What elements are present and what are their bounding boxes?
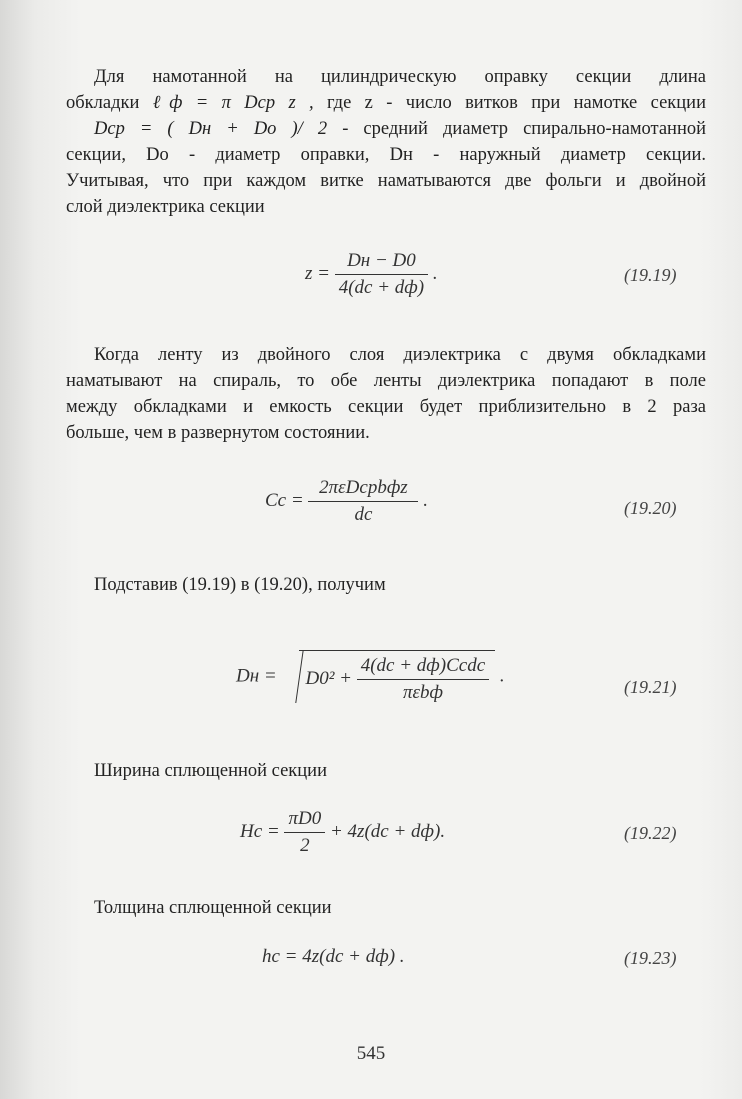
sqrt-term: D0² + <box>305 667 352 689</box>
equation-lhs: z = <box>305 262 330 284</box>
text-line: секции, Dо - диаметр оправки, Dн - наружный диаметр секции. <box>66 145 706 165</box>
fraction-denominator: 2 <box>300 835 310 856</box>
equation-number: (19.23) <box>624 948 677 968</box>
fraction-denominator: dс <box>354 504 373 525</box>
fraction <box>357 655 489 704</box>
text-line <box>66 116 706 142</box>
fraction <box>284 808 325 857</box>
equation-number: (19.19) <box>624 265 677 285</box>
square-root <box>299 650 495 704</box>
equation-19-19 <box>305 250 438 299</box>
inline-formula: ℓф = π Dср z , <box>152 93 314 113</box>
equation-lhs: Cс = <box>265 489 304 511</box>
fraction-numerator: Dн − D0 <box>335 250 428 275</box>
text-line: Для намотанной на цилиндрическую оправку секции длина <box>94 67 706 87</box>
fraction-numerator: πD0 <box>284 808 325 833</box>
paragraph-5 <box>66 895 706 921</box>
equation-tail: . <box>499 665 505 687</box>
text-line: Ширина сплющенной секции <box>94 761 327 781</box>
equation-19-23: hс = 4z(dс + dф) . <box>262 946 405 967</box>
equation-number: (19.22) <box>624 823 677 843</box>
equation-19-20 <box>265 477 428 526</box>
fraction-numerator: 2πεDсрbфz <box>308 477 418 502</box>
equation-number: (19.21) <box>624 677 677 697</box>
paragraph-1 <box>66 64 706 220</box>
equation-tail: . <box>432 262 438 284</box>
text-fragment: - средний диаметр спирально-намотанной <box>342 119 707 139</box>
fraction <box>308 477 418 526</box>
fraction-denominator: 4(dс + dф) <box>338 277 425 298</box>
inline-formula: Dср = ( Dн + Dо )/ 2 <box>94 119 328 139</box>
equation-number: (19.20) <box>624 498 677 518</box>
paragraph-4 <box>66 758 706 784</box>
text-line: между обкладками и емкость секции будет приблизительно в 2 раза <box>66 397 706 417</box>
text-fragment: где z - число витков при намотке секции <box>327 93 706 113</box>
paragraph-2 <box>66 342 706 446</box>
equation-19-21 <box>236 650 505 704</box>
fraction-denominator: πεbф <box>402 682 443 703</box>
text-line: больше, чем в развернутом состоянии. <box>66 423 370 443</box>
page-number: 545 <box>356 1043 386 1064</box>
text-line <box>66 90 706 116</box>
text-line: Подставив (19.19) в (19.20), получим <box>94 575 386 595</box>
paragraph-3 <box>66 572 706 598</box>
equation-rest: + 4z(dс + dф). <box>329 820 446 842</box>
text-line: Учитывая, что при каждом витке наматываются две фольги и двойной <box>66 171 706 191</box>
equation-lhs: Dн = <box>236 665 277 687</box>
text-line: наматывают на спираль, то обе ленты диэлектрика попадают в поле <box>66 371 706 391</box>
text-line: слой диэлектрика секции <box>66 197 265 217</box>
equation-lhs: Hс = <box>240 820 280 842</box>
text-line: Когда ленту из двойного слоя диэлектрика с двумя обкладками <box>94 345 706 365</box>
equation-19-22 <box>240 808 445 857</box>
text-fragment: обкладки <box>66 93 140 113</box>
fraction-numerator: 4(dс + dф)Cсdс <box>357 655 489 680</box>
fraction <box>335 250 428 299</box>
text-line: Толщина сплющенной секции <box>94 898 332 918</box>
equation-tail: . <box>423 489 428 511</box>
